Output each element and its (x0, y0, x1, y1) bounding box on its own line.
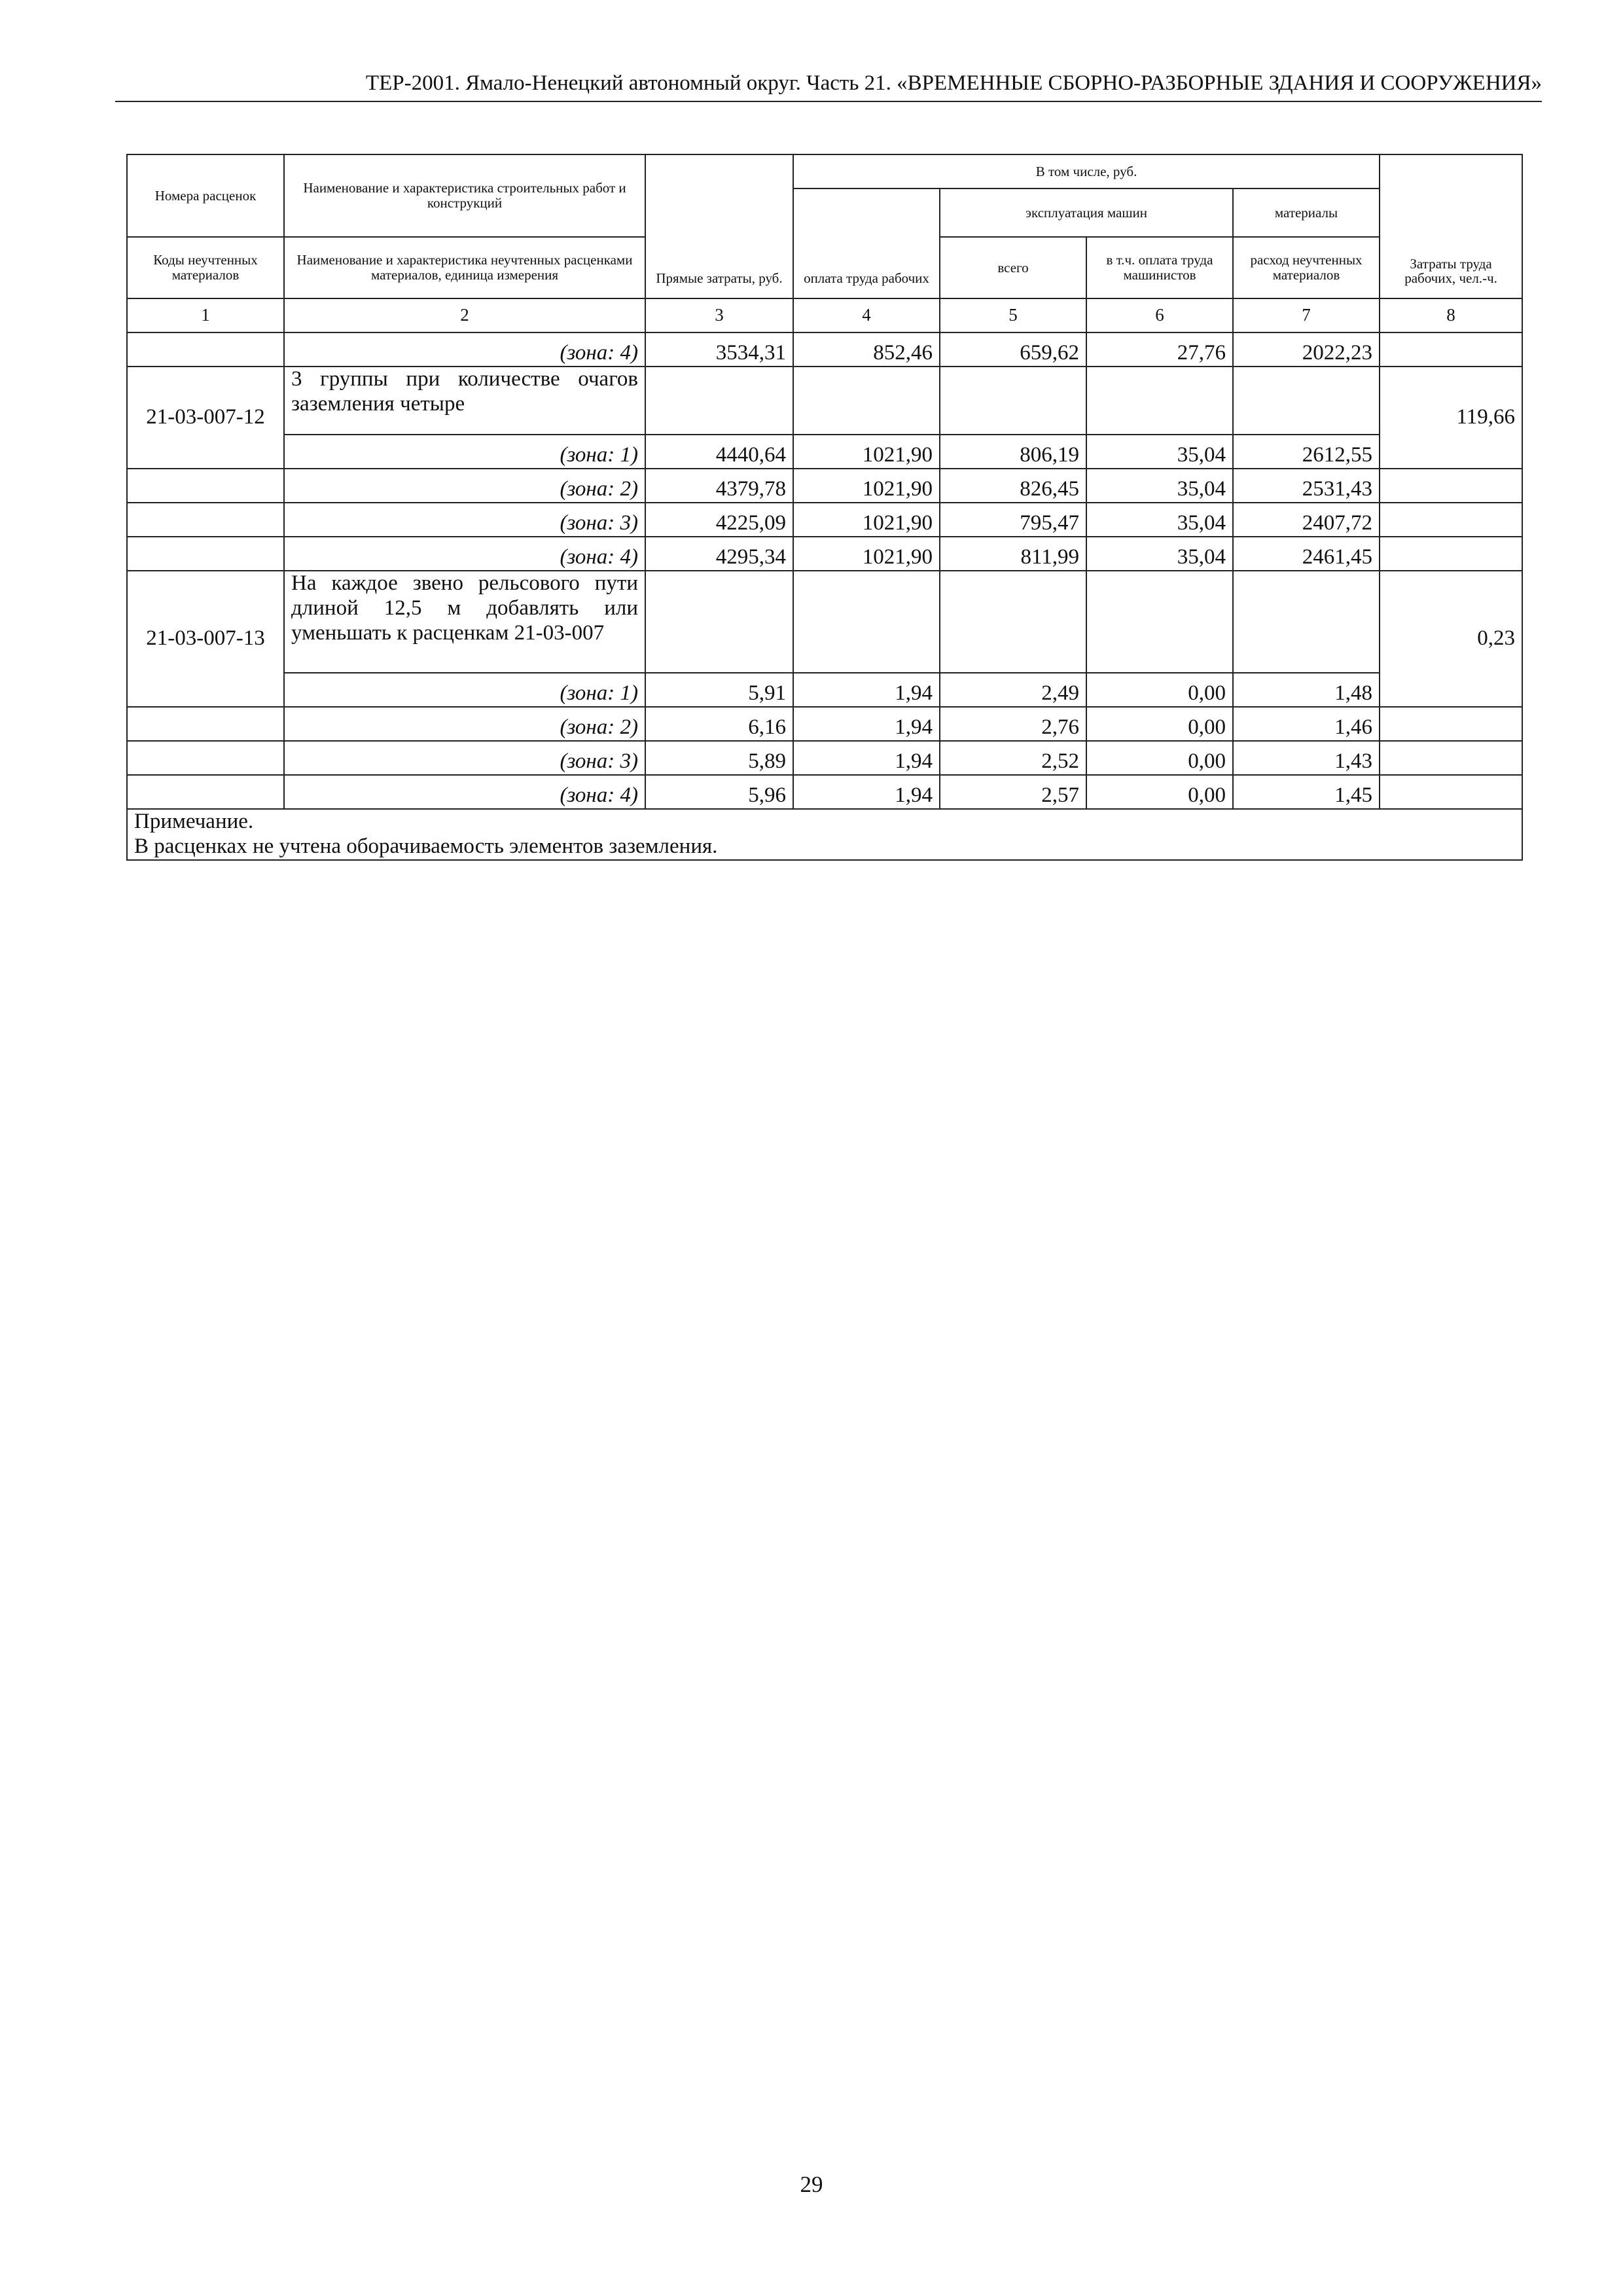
direct-cost-value: 5,96 (645, 775, 793, 809)
rate-code-cell (127, 332, 284, 367)
zone-label: (зона: 4) (284, 537, 645, 571)
rate-description: На каждое звено рельсового пути длиной 12,5 м добавлять или уменьшать к расценкам 21-03-007 (284, 571, 645, 673)
note-title: Примечание. (134, 810, 254, 833)
zone-label: (зона: 2) (284, 707, 645, 741)
worker-pay-value: 1,94 (793, 707, 940, 741)
worker-pay-value: 1021,90 (793, 435, 940, 469)
header-machinist-pay: в т.ч. оплата труда машинистов (1086, 237, 1233, 298)
table-row (127, 367, 1522, 435)
direct-cost-value: 4295,34 (645, 537, 793, 571)
machines-total-value: 2,57 (940, 775, 1086, 809)
worker-pay-value: 1,94 (793, 741, 940, 775)
machinist-pay-value: 35,04 (1086, 503, 1233, 537)
zone-label: (зона: 3) (284, 741, 645, 775)
header-unaccounted-materials: Наименование и характеристика неучтенных расценками материалов, единица измерения (284, 237, 645, 298)
machinist-pay-value: 27,76 (1086, 332, 1233, 367)
table-row (127, 469, 1522, 503)
empty-cell (793, 367, 940, 435)
materials-value: 2461,45 (1233, 537, 1380, 571)
header-unaccounted-codes: Коды неучтенных материалов (127, 237, 284, 298)
table-row (127, 537, 1522, 571)
direct-cost-value: 3534,31 (645, 332, 793, 367)
rate-description: 3 группы при количестве очагов заземления четыре (284, 367, 645, 435)
header-work-description: Наименование и характеристика строительных работ и конструкций (284, 154, 645, 237)
labor-cell (1380, 503, 1522, 537)
empty-cell (1233, 367, 1380, 435)
zone-label: (зона: 4) (284, 332, 645, 367)
column-number: 7 (1233, 298, 1380, 332)
table-row (127, 571, 1522, 673)
worker-pay-value: 1021,90 (793, 469, 940, 503)
machinist-pay-value: 35,04 (1086, 469, 1233, 503)
column-number: 2 (284, 298, 645, 332)
zone-label: (зона: 2) (284, 469, 645, 503)
empty-cell (1086, 571, 1233, 673)
empty-cell (645, 571, 793, 673)
header-including-group: В том числе, руб. (793, 154, 1380, 188)
column-number: 1 (127, 298, 284, 332)
worker-pay-value: 1,94 (793, 673, 940, 707)
header-rate-numbers: Номера расценок (127, 154, 284, 237)
zone-label: (зона: 1) (284, 435, 645, 469)
header-labor-costs: Затраты труда рабочих, чел.-ч. (1380, 154, 1522, 298)
labor-cell (1380, 707, 1522, 741)
rate-code: 21-03-007-13 (127, 571, 284, 707)
header-materials: материалы (1233, 188, 1380, 237)
machinist-pay-value: 0,00 (1086, 707, 1233, 741)
materials-value: 1,48 (1233, 673, 1380, 707)
machines-total-value: 2,52 (940, 741, 1086, 775)
worker-pay-value: 1021,90 (793, 537, 940, 571)
machines-total-value: 811,99 (940, 537, 1086, 571)
machines-total-value: 795,47 (940, 503, 1086, 537)
table-row (127, 741, 1522, 775)
zone-label: (зона: 4) (284, 775, 645, 809)
column-number: 8 (1380, 298, 1522, 332)
direct-cost-value: 5,89 (645, 741, 793, 775)
zone-label: (зона: 1) (284, 673, 645, 707)
header-materials-usage: расход неучтенных материалов (1233, 237, 1380, 298)
table-row (127, 775, 1522, 809)
empty-cell (940, 571, 1086, 673)
rate-code-cell (127, 741, 284, 775)
machines-total-value: 826,45 (940, 469, 1086, 503)
rate-code: 21-03-007-12 (127, 367, 284, 469)
materials-value: 1,45 (1233, 775, 1380, 809)
header-machines-total: всего (940, 237, 1086, 298)
note-row (127, 809, 1522, 860)
worker-pay-value: 1021,90 (793, 503, 940, 537)
table-row (127, 707, 1522, 741)
machinist-pay-value: 0,00 (1086, 741, 1233, 775)
rate-code-cell (127, 469, 284, 503)
machines-total-value: 806,19 (940, 435, 1086, 469)
materials-value: 1,46 (1233, 707, 1380, 741)
materials-value: 2612,55 (1233, 435, 1380, 469)
table-row (127, 435, 1522, 469)
direct-cost-value: 4379,78 (645, 469, 793, 503)
table-row (127, 503, 1522, 537)
rate-code-cell (127, 537, 284, 571)
column-number: 3 (645, 298, 793, 332)
labor-cell (1380, 332, 1522, 367)
labor-cost-value: 0,23 (1380, 571, 1522, 707)
empty-cell (1233, 571, 1380, 673)
empty-cell (793, 571, 940, 673)
column-number: 5 (940, 298, 1086, 332)
machines-total-value: 2,49 (940, 673, 1086, 707)
machines-total-value: 2,76 (940, 707, 1086, 741)
note-cell (127, 809, 1522, 860)
machinist-pay-value: 0,00 (1086, 775, 1233, 809)
table-row (127, 673, 1522, 707)
labor-cell (1380, 775, 1522, 809)
materials-value: 2531,43 (1233, 469, 1380, 503)
header-direct-costs: Прямые затраты, руб. (645, 154, 793, 298)
table-row (127, 332, 1522, 367)
machinist-pay-value: 0,00 (1086, 673, 1233, 707)
materials-value: 2022,23 (1233, 332, 1380, 367)
machinist-pay-value: 35,04 (1086, 537, 1233, 571)
empty-cell (645, 367, 793, 435)
rate-code-cell (127, 775, 284, 809)
empty-cell (940, 367, 1086, 435)
worker-pay-value: 852,46 (793, 332, 940, 367)
direct-cost-value: 4440,64 (645, 435, 793, 469)
page-number: 29 (800, 2172, 823, 2197)
labor-cost-value: 119,66 (1380, 367, 1522, 469)
header-machine-operation: эксплуатация машин (940, 188, 1233, 237)
zone-label: (зона: 3) (284, 503, 645, 537)
page-header: ТЕР-2001. Ямало-Ненецкий автономный округ. Часть 21. «ВРЕМЕННЫЕ СБОРНО-РАЗБОРНЫЕ ЗДАНИЯ И СООРУЖЕНИЯ» (115, 71, 1542, 102)
column-number: 4 (793, 298, 940, 332)
machines-total-value: 659,62 (940, 332, 1086, 367)
empty-cell (1086, 367, 1233, 435)
machinist-pay-value: 35,04 (1086, 435, 1233, 469)
labor-cell (1380, 537, 1522, 571)
labor-cell (1380, 741, 1522, 775)
column-numbers-row (127, 298, 1522, 332)
header-worker-pay: оплата труда рабочих (793, 188, 940, 298)
rate-code-cell (127, 707, 284, 741)
note-text: В расценках не учтена оборачиваемость элементов заземления. (134, 834, 718, 858)
worker-pay-value: 1,94 (793, 775, 940, 809)
direct-cost-value: 6,16 (645, 707, 793, 741)
labor-cell (1380, 469, 1522, 503)
materials-value: 1,43 (1233, 741, 1380, 775)
materials-value: 2407,72 (1233, 503, 1380, 537)
rates-table (126, 154, 1523, 861)
rate-code-cell (127, 503, 284, 537)
column-number: 6 (1086, 298, 1233, 332)
direct-cost-value: 4225,09 (645, 503, 793, 537)
direct-cost-value: 5,91 (645, 673, 793, 707)
